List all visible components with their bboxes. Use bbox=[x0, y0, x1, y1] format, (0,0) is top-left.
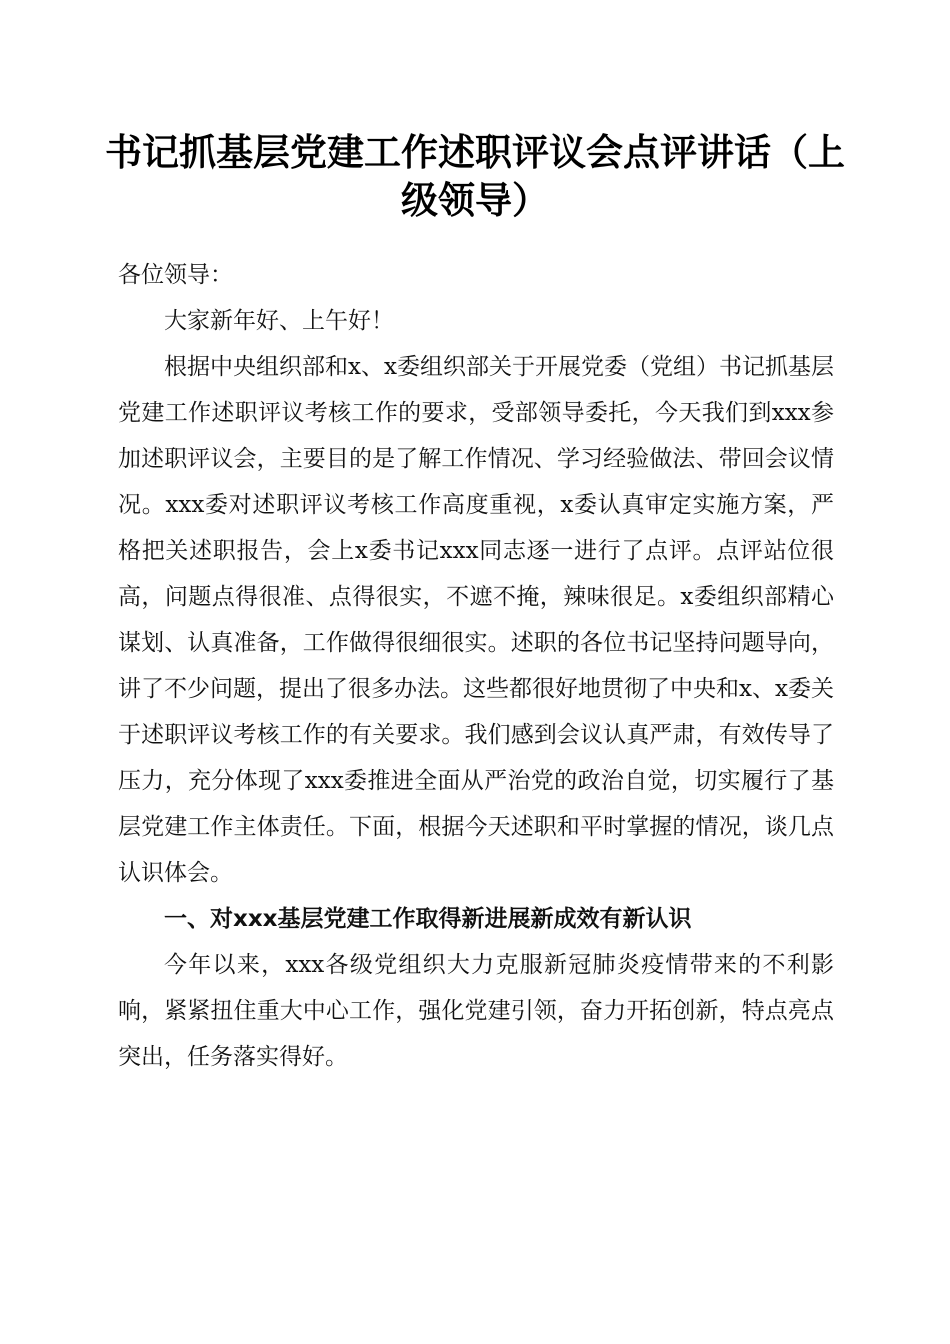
salutation: 各位领导： bbox=[118, 262, 233, 288]
paragraph-intro: 根据中央组织部和x、x委组织部关于开展党委（党组）书记抓基层党建工作述职评议考核工作的要求，受部领导委托，今天我们到xxx参加述职评议会，主要目的是了解工作情况、学习经验做法、带回会议情况。xxx委对述职评议考核工作高度重视，x委认真审定实施方案，严格把关述职报告，会上x委书记xxx同志逐一进行了点评。点评站位很高，问题点得很准、点得很实，不遮不掩，辣味很足。x委组织部精心谋划、认真准备，工作做得很细很实。述职的各位书记坚持问题导向，讲了不少问题，提出了很多办法。这些都很好地贯彻了中央和x、x委关于述职评议考核工作的有关要求。我们感到会议认真严肃，有效传导了压力，充分体现了xxx委推进全面从严治党的政治自觉，切实履行了基层党建工作主体责任。下面，根据今天述职和平时掌握的情况，谈几点认识体会。 bbox=[118, 354, 834, 886]
section-heading-1: 一、对xxx基层党建工作取得新进展新成效有新认识 bbox=[164, 906, 692, 932]
greeting: 大家新年好、上午好！ bbox=[164, 308, 394, 334]
document-title: 书记抓基层党建工作述职评议会点评讲话（上级领导） bbox=[105, 130, 845, 222]
paragraph-section-1: 今年以来，xxx各级党组织大力克服新冠肺炎疫情带来的不利影响，紧紧扭住重大中心工作，强化党建引领，奋力开拓创新，特点亮点突出，任务落实得好。 bbox=[118, 952, 834, 1070]
document-body bbox=[118, 252, 834, 1080]
